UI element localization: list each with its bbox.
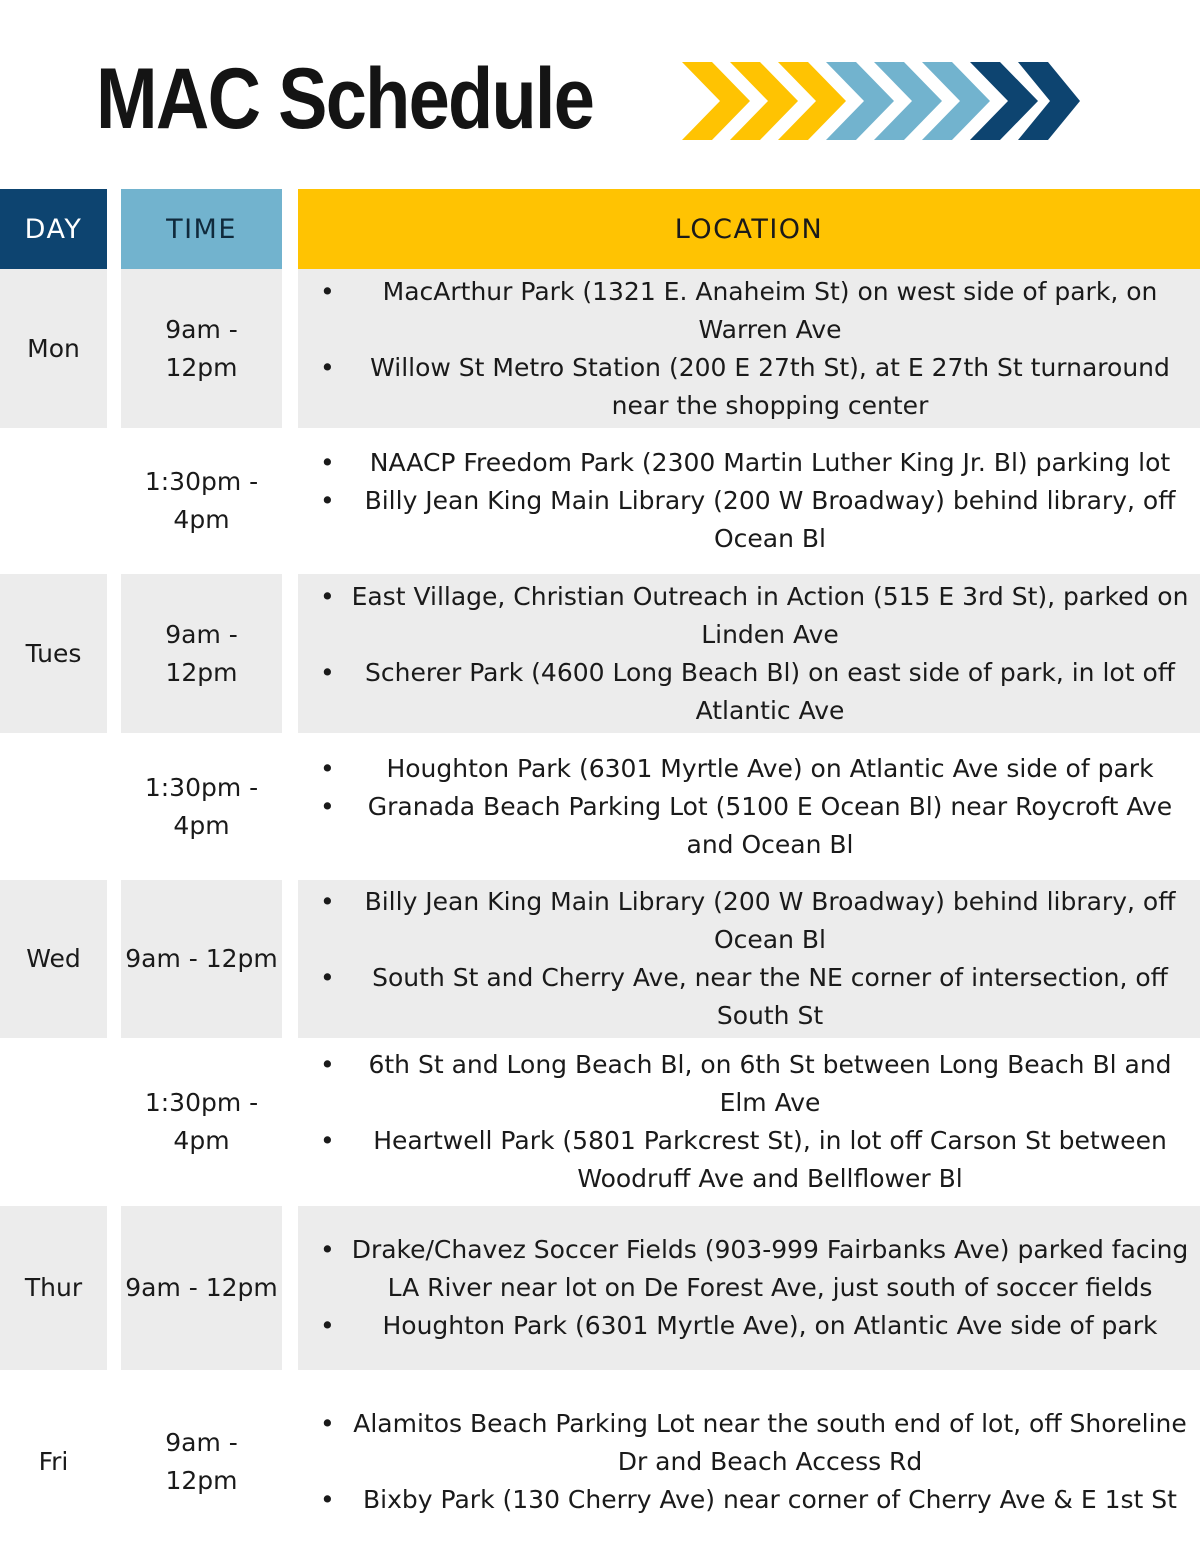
bullet-icon: • [320, 276, 335, 306]
time-cell: 9am - 12pm [121, 574, 282, 733]
location-item [298, 883, 1200, 959]
location-cell [298, 1038, 1200, 1206]
location-item [298, 788, 1200, 864]
location-item [298, 1481, 1200, 1519]
day-cell: Mon [0, 269, 107, 428]
chevron-arrows-graphic [682, 62, 1082, 140]
location-cell [298, 428, 1200, 574]
bullet-icon: • [320, 581, 335, 611]
location-item [298, 273, 1200, 349]
location-list [298, 273, 1200, 425]
bullet-icon: • [320, 486, 335, 515]
location-item [298, 654, 1200, 730]
location-cell [298, 880, 1200, 1038]
location-text: 6th St and Long Beach Bl, on 6th St between Long Beach Bl and Elm Ave [368, 1050, 1172, 1117]
day-cell: Thur [0, 1206, 107, 1370]
location-text: Alamitos Beach Parking Lot near the south end of lot, off Shoreline Dr and Beach Access Rd [353, 1408, 1187, 1476]
location-text: Willow St Metro Station (200 E 27th St), at E 27th St turnaround near the shopping center [370, 352, 1170, 420]
bullet-icon: • [320, 1050, 335, 1079]
location-item [298, 444, 1200, 482]
location-text: Granada Beach Parking Lot (5100 E Ocean Bl) near Roycroft Ave and Ocean Bl [367, 791, 1173, 859]
location-cell [298, 1370, 1200, 1553]
bullet-icon: • [320, 963, 335, 992]
day-cell [0, 428, 107, 574]
bullet-icon: • [320, 1126, 335, 1155]
time-cell: 1:30pm - 4pm [144, 772, 259, 840]
location-cell [298, 733, 1200, 880]
bullet-icon: • [320, 1311, 335, 1340]
time-cell: 1:30pm - 4pm [144, 1088, 259, 1155]
header-time: TIME [121, 189, 282, 269]
location-item [298, 349, 1200, 425]
time-cell: 9am - 12pm [121, 1206, 282, 1370]
bullet-icon: • [320, 1484, 335, 1514]
header-location: LOCATION [298, 189, 1200, 269]
location-text: Heartwell Park (5801 Parkcrest St), in lot off Carson St between Woodruff Ave and Bellflower Bl [373, 1126, 1167, 1193]
time-cell: 9am - 12pm [121, 269, 282, 428]
time-cell: 9am - 12pm [121, 880, 282, 1038]
location-text: Billy Jean King Main Library (200 W Broadway) behind library, off Ocean Bl [364, 486, 1176, 553]
location-item [298, 1231, 1200, 1307]
day-cell [0, 733, 107, 880]
location-text: Drake/Chavez Soccer Fields (903-999 Fairbanks Ave) parked facing LA River near lot on De Forest Ave, just south of soccer fields [351, 1235, 1189, 1302]
location-item [298, 959, 1200, 1035]
location-text: South St and Cherry Ave, near the NE corner of intersection, off South St [372, 963, 1168, 1030]
time-cell: 1:30pm - 4pm [144, 467, 259, 534]
bullet-icon: • [320, 1235, 335, 1264]
bullet-icon: • [320, 448, 335, 477]
location-item [298, 1046, 1200, 1122]
location-item [298, 750, 1200, 788]
bullet-icon: • [320, 887, 335, 916]
location-cell [298, 269, 1200, 428]
day-cell: Fri [38, 1446, 69, 1476]
location-text: Houghton Park (6301 Myrtle Ave) on Atlantic Ave side of park [386, 753, 1154, 783]
location-item [298, 578, 1200, 654]
location-list [298, 1231, 1200, 1345]
day-cell: Tues [0, 574, 107, 733]
location-text: NAACP Freedom Park (2300 Martin Luther King Jr. Bl) parking lot [369, 448, 1171, 477]
bullet-icon: • [320, 1408, 335, 1438]
location-list [298, 578, 1200, 730]
location-list [298, 444, 1200, 558]
location-text: Houghton Park (6301 Myrtle Ave), on Atlantic Ave side of park [382, 1311, 1158, 1340]
bullet-icon: • [320, 753, 335, 783]
location-text: East Village, Christian Outreach in Action (515 E 3rd St), parked on Linden Ave [351, 581, 1189, 649]
location-item [298, 1122, 1200, 1198]
chevron-1 [682, 62, 750, 140]
location-list [298, 883, 1200, 1035]
location-cell [298, 574, 1200, 733]
header-day: DAY [0, 189, 107, 269]
page-title: MAC Schedule [96, 51, 594, 147]
day-cell: Wed [0, 880, 107, 1038]
time-cell: 9am - 12pm [165, 1427, 238, 1495]
day-cell [0, 1038, 107, 1206]
location-list [298, 1046, 1200, 1198]
location-cell [298, 1206, 1200, 1370]
location-list [298, 750, 1200, 864]
location-item [298, 1307, 1200, 1345]
location-item [298, 482, 1200, 558]
location-text: Bixby Park (130 Cherry Ave) near corner of Cherry Ave & E 1st St [363, 1484, 1177, 1514]
location-item [298, 1405, 1200, 1481]
location-text: MacArthur Park (1321 E. Anaheim St) on west side of park, on Warren Ave [382, 276, 1158, 344]
bullet-icon: • [320, 352, 335, 382]
location-text: Scherer Park (4600 Long Beach Bl) on east side of park, in lot off Atlantic Ave [365, 657, 1175, 725]
location-list [298, 1405, 1200, 1519]
bullet-icon: • [320, 657, 335, 687]
location-text: Billy Jean King Main Library (200 W Broadway) behind library, off Ocean Bl [364, 887, 1176, 954]
bullet-icon: • [320, 791, 335, 821]
